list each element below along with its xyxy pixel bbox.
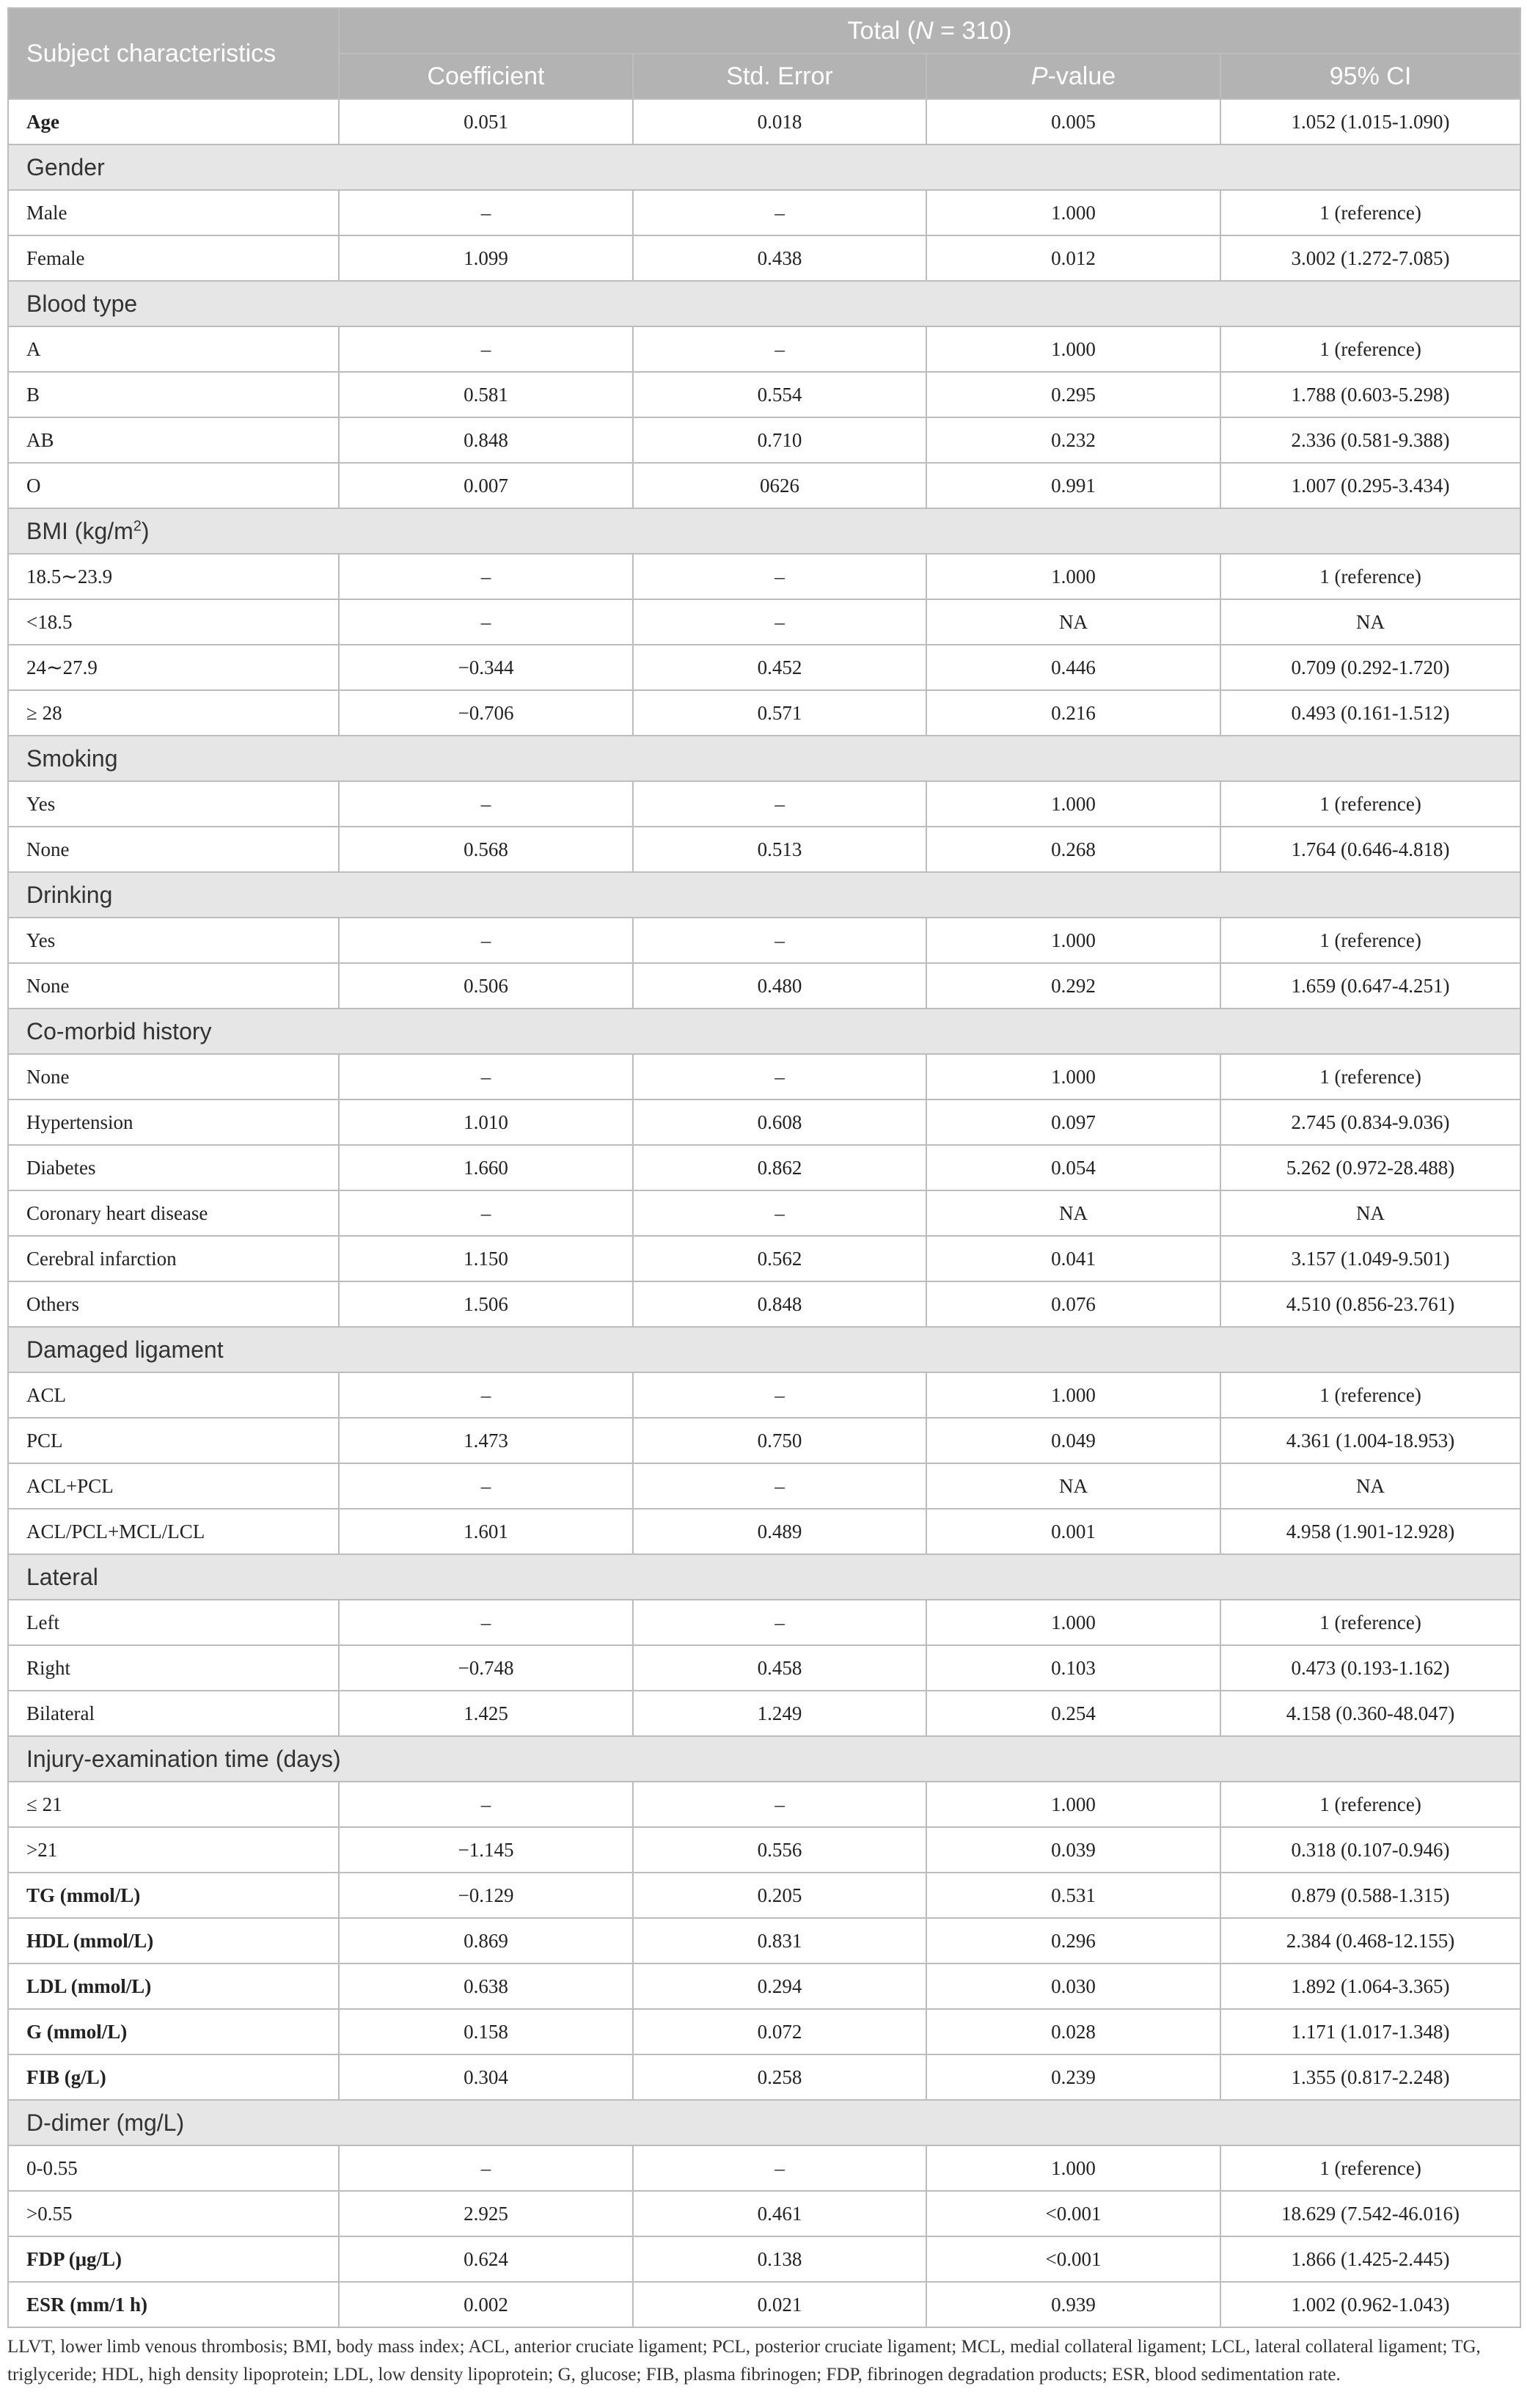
- ci-cell: 2.336 (0.581-9.388): [1220, 417, 1520, 463]
- std-error-cell: 0.458: [633, 1645, 926, 1691]
- coefficient-cell: 1.473: [339, 1418, 633, 1463]
- table-body: [8, 99, 1520, 2327]
- coefficient-cell: –: [339, 1463, 633, 1509]
- p-value-cell: 1.000: [926, 781, 1220, 827]
- p-value-cell: 1.000: [926, 918, 1220, 963]
- row-label: Age: [8, 99, 339, 144]
- row-label: Right: [8, 1645, 339, 1691]
- table-row: [8, 645, 1520, 690]
- std-error-cell: 0.608: [633, 1099, 926, 1145]
- table-row: [8, 1054, 1520, 1099]
- std-error-cell: –: [633, 1054, 926, 1099]
- p-value-cell: 0.097: [926, 1099, 1220, 1145]
- ci-cell: 1 (reference): [1220, 326, 1520, 372]
- p-value-cell: <0.001: [926, 2191, 1220, 2236]
- section-row: [8, 1009, 1520, 1054]
- std-error-cell: 0.562: [633, 1236, 926, 1281]
- table-row: [8, 235, 1520, 281]
- p-value-cell: 1.000: [926, 190, 1220, 235]
- std-error-cell: –: [633, 1782, 926, 1827]
- std-error-cell: 0.205: [633, 1873, 926, 1918]
- section-row: [8, 1327, 1520, 1372]
- coefficient-cell: −0.129: [339, 1873, 633, 1918]
- table-container: [7, 7, 1520, 2328]
- coefficient-cell: 1.010: [339, 1099, 633, 1145]
- table-row: [8, 2191, 1520, 2236]
- p-value-cell: 0.054: [926, 1145, 1220, 1190]
- coefficient-cell: 2.925: [339, 2191, 633, 2236]
- ci-cell: NA: [1220, 599, 1520, 645]
- row-label: ACL: [8, 1372, 339, 1418]
- coefficient-cell: –: [339, 326, 633, 372]
- std-error-cell: –: [633, 190, 926, 235]
- ci-cell: 0.879 (0.588-1.315): [1220, 1873, 1520, 1918]
- ci-cell: 0.473 (0.193-1.162): [1220, 1645, 1520, 1691]
- header-total: Total (N = 310): [339, 8, 1520, 54]
- table-row: [8, 99, 1520, 144]
- ci-cell: 1 (reference): [1220, 1600, 1520, 1645]
- coefficient-cell: –: [339, 1372, 633, 1418]
- p-value-cell: 0.076: [926, 1281, 1220, 1327]
- std-error-cell: –: [633, 599, 926, 645]
- ci-cell: 0.709 (0.292-1.720): [1220, 645, 1520, 690]
- table-row: [8, 1600, 1520, 1645]
- row-label: Female: [8, 235, 339, 281]
- table-row: [8, 1463, 1520, 1509]
- std-error-cell: 0.138: [633, 2236, 926, 2282]
- ci-cell: 1 (reference): [1220, 918, 1520, 963]
- regression-table: [7, 7, 1521, 2328]
- ci-cell: 2.745 (0.834-9.036): [1220, 1099, 1520, 1145]
- ci-cell: NA: [1220, 1190, 1520, 1236]
- ci-cell: 3.157 (1.049-9.501): [1220, 1236, 1520, 1281]
- section-label: Co-morbid history: [8, 1009, 1520, 1054]
- header-std-error: Std. Error: [633, 54, 926, 99]
- p-value-cell: NA: [926, 1190, 1220, 1236]
- table-row: [8, 963, 1520, 1009]
- std-error-cell: 0.461: [633, 2191, 926, 2236]
- std-error-cell: –: [633, 781, 926, 827]
- std-error-cell: –: [633, 1600, 926, 1645]
- coefficient-cell: –: [339, 190, 633, 235]
- std-error-cell: 1.249: [633, 1691, 926, 1736]
- row-label: LDL (mmol/L): [8, 1964, 339, 2009]
- table-row: [8, 2009, 1520, 2054]
- table-row: [8, 2236, 1520, 2282]
- table-row: [8, 463, 1520, 508]
- coefficient-cell: 0.007: [339, 463, 633, 508]
- std-error-cell: 0.556: [633, 1827, 926, 1873]
- ci-cell: 4.158 (0.360-48.047): [1220, 1691, 1520, 1736]
- coefficient-cell: −0.344: [339, 645, 633, 690]
- section-label: Blood type: [8, 281, 1520, 326]
- p-value-cell: 0.041: [926, 1236, 1220, 1281]
- std-error-cell: –: [633, 1463, 926, 1509]
- p-value-cell: 0.216: [926, 690, 1220, 736]
- table-row: [8, 1918, 1520, 1964]
- coefficient-cell: –: [339, 2145, 633, 2191]
- coefficient-cell: 0.581: [339, 372, 633, 417]
- coefficient-cell: −0.748: [339, 1645, 633, 1691]
- section-row: [8, 144, 1520, 190]
- table-row: [8, 372, 1520, 417]
- table-row: [8, 2282, 1520, 2327]
- ci-cell: NA: [1220, 1463, 1520, 1509]
- ci-cell: 0.493 (0.161-1.512): [1220, 690, 1520, 736]
- row-label: ACL+PCL: [8, 1463, 339, 1509]
- section-label: Lateral: [8, 1554, 1520, 1600]
- p-value-cell: 0.232: [926, 417, 1220, 463]
- table-row: [8, 781, 1520, 827]
- row-label: Cerebral infarction: [8, 1236, 339, 1281]
- section-row: [8, 281, 1520, 326]
- std-error-cell: 0.848: [633, 1281, 926, 1327]
- row-label: <18.5: [8, 599, 339, 645]
- ci-cell: 1.052 (1.015-1.090): [1220, 99, 1520, 144]
- std-error-cell: –: [633, 2145, 926, 2191]
- row-label: G (mmol/L): [8, 2009, 339, 2054]
- section-label: D-dimer (mg/L): [8, 2100, 1520, 2145]
- row-label: ≤ 21: [8, 1782, 339, 1827]
- row-label: Left: [8, 1600, 339, 1645]
- header-coefficient: Coefficient: [339, 54, 633, 99]
- coefficient-cell: 0.848: [339, 417, 633, 463]
- std-error-cell: 0.554: [633, 372, 926, 417]
- section-label: Damaged ligament: [8, 1327, 1520, 1372]
- p-value-cell: 0.292: [926, 963, 1220, 1009]
- coefficient-cell: 1.425: [339, 1691, 633, 1736]
- table-row: [8, 1964, 1520, 2009]
- header-subject-characteristics: Subject characteristics: [8, 8, 339, 99]
- ci-cell: 4.510 (0.856-23.761): [1220, 1281, 1520, 1327]
- p-value-cell: 0.939: [926, 2282, 1220, 2327]
- table-row: [8, 1509, 1520, 1554]
- p-value-cell: 0.005: [926, 99, 1220, 144]
- coefficient-cell: –: [339, 1054, 633, 1099]
- row-label: Hypertension: [8, 1099, 339, 1145]
- ci-cell: 1 (reference): [1220, 2145, 1520, 2191]
- ci-cell: 1.866 (1.425-2.445): [1220, 2236, 1520, 2282]
- table-row: [8, 599, 1520, 645]
- std-error-cell: –: [633, 918, 926, 963]
- table-row: [8, 1099, 1520, 1145]
- ci-cell: 1.788 (0.603-5.298): [1220, 372, 1520, 417]
- coefficient-cell: 0.002: [339, 2282, 633, 2327]
- section-label: BMI $(kg/m^2)$: [8, 508, 1520, 554]
- table-row: [8, 918, 1520, 963]
- section-row: [8, 872, 1520, 918]
- ci-cell: 18.629 (7.542-46.016): [1220, 2191, 1520, 2236]
- row-label: 18.5∼23.9: [8, 554, 339, 599]
- coefficient-cell: 0.051: [339, 99, 633, 144]
- std-error-cell: 0.018: [633, 99, 926, 144]
- row-label: Yes: [8, 781, 339, 827]
- coefficient-cell: 1.601: [339, 1509, 633, 1554]
- ci-cell: 3.002 (1.272-7.085): [1220, 235, 1520, 281]
- row-label: FIB (g/L): [8, 2054, 339, 2100]
- row-label: None: [8, 963, 339, 1009]
- row-label: Coronary heart disease: [8, 1190, 339, 1236]
- section-row: [8, 508, 1520, 554]
- row-label: A: [8, 326, 339, 372]
- std-error-cell: 0.072: [633, 2009, 926, 2054]
- coefficient-cell: –: [339, 554, 633, 599]
- ci-cell: 1 (reference): [1220, 781, 1520, 827]
- row-label: 24∼27.9: [8, 645, 339, 690]
- p-value-cell: 1.000: [926, 2145, 1220, 2191]
- row-label: B: [8, 372, 339, 417]
- std-error-cell: –: [633, 1190, 926, 1236]
- ci-cell: 1 (reference): [1220, 190, 1520, 235]
- ci-cell: 1 (reference): [1220, 1054, 1520, 1099]
- std-error-cell: –: [633, 1372, 926, 1418]
- table-row: [8, 326, 1520, 372]
- p-value-cell: 0.295: [926, 372, 1220, 417]
- ci-cell: 1 (reference): [1220, 1372, 1520, 1418]
- p-value-cell: 1.000: [926, 326, 1220, 372]
- row-label: Yes: [8, 918, 339, 963]
- table-row: [8, 1372, 1520, 1418]
- section-row: [8, 1554, 1520, 1600]
- p-value-cell: 0.049: [926, 1418, 1220, 1463]
- table-row: [8, 1236, 1520, 1281]
- p-value-cell: <0.001: [926, 2236, 1220, 2282]
- row-label: Male: [8, 190, 339, 235]
- ci-cell: 2.384 (0.468-12.155): [1220, 1918, 1520, 1964]
- ci-cell: 1.659 (0.647-4.251): [1220, 963, 1520, 1009]
- ci-cell: 4.958 (1.901-12.928): [1220, 1509, 1520, 1554]
- table-row: [8, 827, 1520, 872]
- table-row: [8, 2054, 1520, 2100]
- p-value-cell: 0.030: [926, 1964, 1220, 2009]
- ci-cell: 1.002 (0.962-1.043): [1220, 2282, 1520, 2327]
- std-error-cell: 0.438: [633, 235, 926, 281]
- p-value-cell: 0.254: [926, 1691, 1220, 1736]
- section-label: Drinking: [8, 872, 1520, 918]
- ci-cell: 1.892 (1.064-3.365): [1220, 1964, 1520, 2009]
- section-row: [8, 1736, 1520, 1782]
- ci-cell: 1 (reference): [1220, 1782, 1520, 1827]
- p-value-cell: NA: [926, 1463, 1220, 1509]
- row-label: ≥ 28: [8, 690, 339, 736]
- coefficient-cell: 0.506: [339, 963, 633, 1009]
- row-label: AB: [8, 417, 339, 463]
- p-value-cell: 1.000: [926, 1782, 1220, 1827]
- row-label: FDP (μg/L): [8, 2236, 339, 2282]
- table-row: [8, 1145, 1520, 1190]
- p-value-cell: NA: [926, 599, 1220, 645]
- table-row: [8, 1782, 1520, 1827]
- coefficient-cell: 1.099: [339, 235, 633, 281]
- coefficient-cell: –: [339, 1782, 633, 1827]
- std-error-cell: 0.452: [633, 645, 926, 690]
- row-label: ACL/PCL+MCL/LCL: [8, 1509, 339, 1554]
- p-value-cell: 1.000: [926, 1600, 1220, 1645]
- ci-cell: 1.007 (0.295-3.434): [1220, 463, 1520, 508]
- coefficient-cell: 0.638: [339, 1964, 633, 2009]
- row-label: HDL (mmol/L): [8, 1918, 339, 1964]
- p-value-cell: 0.028: [926, 2009, 1220, 2054]
- std-error-cell: 0.710: [633, 417, 926, 463]
- section-row: [8, 2100, 1520, 2145]
- ci-cell: 4.361 (1.004-18.953): [1220, 1418, 1520, 1463]
- std-error-cell: –: [633, 554, 926, 599]
- table-row: [8, 1827, 1520, 1873]
- coefficient-cell: 1.506: [339, 1281, 633, 1327]
- p-value-cell: 0.531: [926, 1873, 1220, 1918]
- p-value-cell: 0.268: [926, 827, 1220, 872]
- coefficient-cell: 1.150: [339, 1236, 633, 1281]
- row-label: Bilateral: [8, 1691, 339, 1736]
- coefficient-cell: 0.869: [339, 1918, 633, 1964]
- coefficient-cell: −0.706: [339, 690, 633, 736]
- coefficient-cell: 0.304: [339, 2054, 633, 2100]
- table-row: [8, 2145, 1520, 2191]
- table-row: [8, 1873, 1520, 1918]
- section-row: [8, 736, 1520, 781]
- std-error-cell: 0.021: [633, 2282, 926, 2327]
- table-row: [8, 190, 1520, 235]
- p-value-cell: 0.001: [926, 1509, 1220, 1554]
- table-footnote: LLVT, lower limb venous thrombosis; BMI, body mass index; ACL, anterior cruciate ligament; PCL, posterior cruciate ligament; MCL, medial collateral ligament; LCL, lateral collateral ligament; TG, triglyceride; HDL, high density lipoprotein; LDL, low density lipoprotein; G, glucose; FIB, plasma fibrinogen; FDP, fibrinogen degradation products; ESR, blood sedimentation rate.: [7, 2337, 1481, 2385]
- table-row: [8, 417, 1520, 463]
- p-value-cell: 0.239: [926, 2054, 1220, 2100]
- std-error-cell: 0626: [633, 463, 926, 508]
- p-value-cell: 0.103: [926, 1645, 1220, 1691]
- section-label: Gender: [8, 144, 1520, 190]
- p-value-cell: 1.000: [926, 554, 1220, 599]
- ci-cell: 1.355 (0.817-2.248): [1220, 2054, 1520, 2100]
- row-label: 0-0.55: [8, 2145, 339, 2191]
- row-label: >21: [8, 1827, 339, 1873]
- p-value-cell: 0.991: [926, 463, 1220, 508]
- p-value-cell: 0.039: [926, 1827, 1220, 1873]
- ci-cell: 1 (reference): [1220, 554, 1520, 599]
- table-header: [8, 8, 1520, 99]
- coefficient-cell: 0.158: [339, 2009, 633, 2054]
- coefficient-cell: 0.624: [339, 2236, 633, 2282]
- std-error-cell: –: [633, 326, 926, 372]
- std-error-cell: 0.294: [633, 1964, 926, 2009]
- table-row: [8, 690, 1520, 736]
- row-label: O: [8, 463, 339, 508]
- p-value-cell: 1.000: [926, 1372, 1220, 1418]
- table-row: [8, 554, 1520, 599]
- ci-cell: 0.318 (0.107-0.946): [1220, 1827, 1520, 1873]
- p-value-cell: 0.296: [926, 1918, 1220, 1964]
- std-error-cell: 0.513: [633, 827, 926, 872]
- std-error-cell: 0.571: [633, 690, 926, 736]
- std-error-cell: 0.480: [633, 963, 926, 1009]
- row-label: Others: [8, 1281, 339, 1327]
- std-error-cell: 0.489: [633, 1509, 926, 1554]
- p-value-cell: 0.446: [926, 645, 1220, 690]
- std-error-cell: 0.831: [633, 1918, 926, 1964]
- table-row: [8, 1645, 1520, 1691]
- std-error-cell: 0.862: [633, 1145, 926, 1190]
- coefficient-cell: 0.568: [339, 827, 633, 872]
- row-label: None: [8, 827, 339, 872]
- coefficient-cell: –: [339, 1190, 633, 1236]
- coefficient-cell: 1.660: [339, 1145, 633, 1190]
- row-label: ESR (mm/1 h): [8, 2282, 339, 2327]
- table-row: [8, 1281, 1520, 1327]
- row-label: >0.55: [8, 2191, 339, 2236]
- ci-cell: 1.764 (0.646-4.818): [1220, 827, 1520, 872]
- row-label: TG (mmol/L): [8, 1873, 339, 1918]
- table-row: [8, 1190, 1520, 1236]
- coefficient-cell: –: [339, 918, 633, 963]
- table-row: [8, 1418, 1520, 1463]
- header-p-value: P-value: [926, 54, 1220, 99]
- p-value-cell: 0.012: [926, 235, 1220, 281]
- row-label: PCL: [8, 1418, 339, 1463]
- coefficient-cell: –: [339, 781, 633, 827]
- table-row: [8, 1691, 1520, 1736]
- ci-cell: 1.171 (1.017-1.348): [1220, 2009, 1520, 2054]
- coefficient-cell: −1.145: [339, 1827, 633, 1873]
- std-error-cell: 0.750: [633, 1418, 926, 1463]
- row-label: Diabetes: [8, 1145, 339, 1190]
- ci-cell: 5.262 (0.972-28.488): [1220, 1145, 1520, 1190]
- coefficient-cell: –: [339, 1600, 633, 1645]
- coefficient-cell: –: [339, 599, 633, 645]
- std-error-cell: 0.258: [633, 2054, 926, 2100]
- section-label: Smoking: [8, 736, 1520, 781]
- header-ci: 95% CI: [1220, 54, 1520, 99]
- p-value-cell: 1.000: [926, 1054, 1220, 1099]
- section-label: Injury-examination time (days): [8, 1736, 1520, 1782]
- row-label: None: [8, 1054, 339, 1099]
